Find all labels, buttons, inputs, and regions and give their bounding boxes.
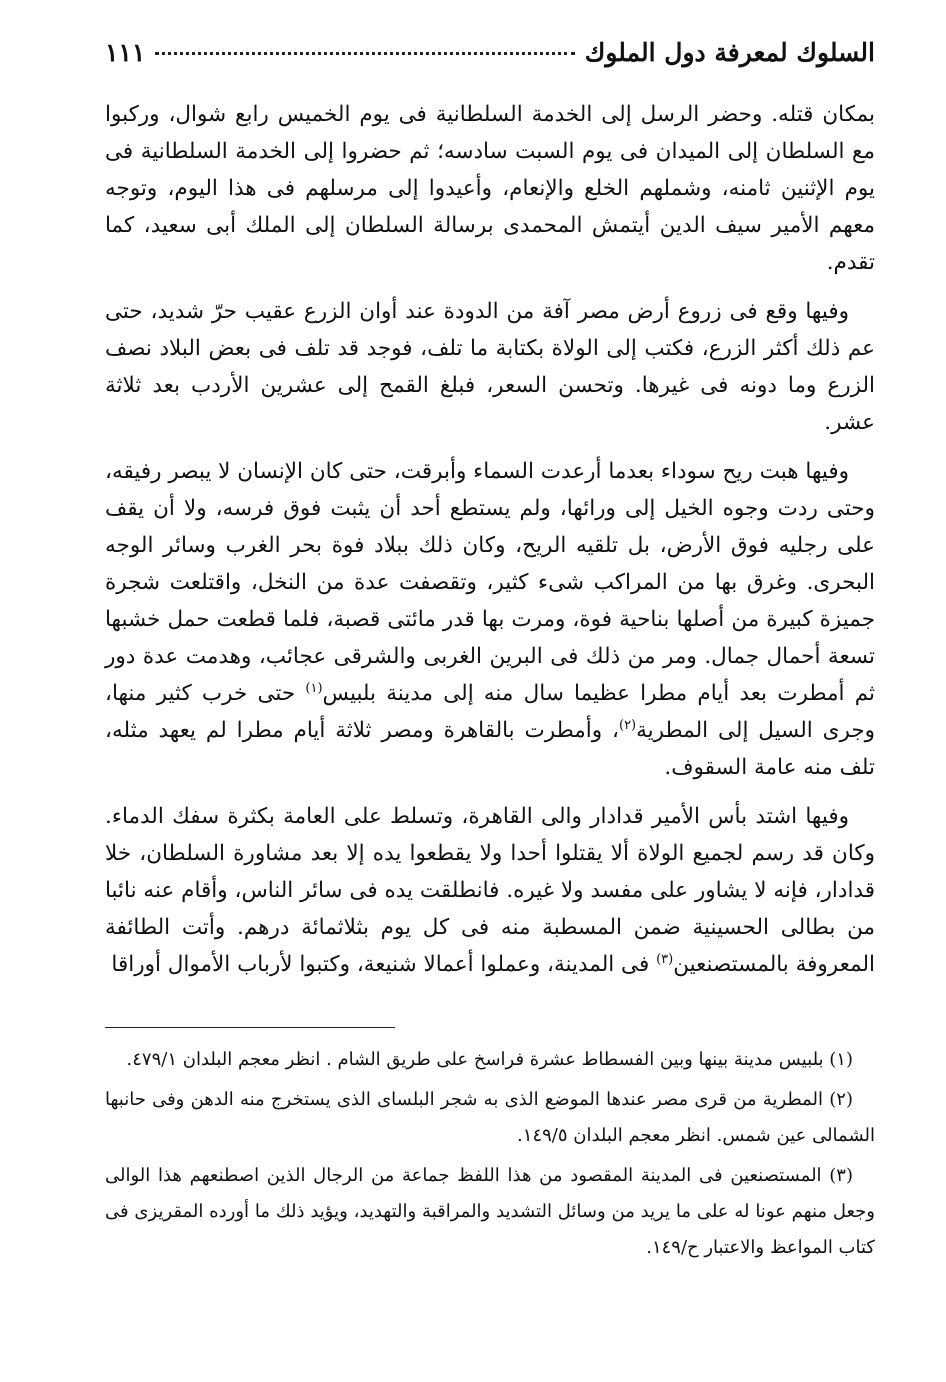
book-title: السلوك لمعرفة دول الملوك	[584, 38, 875, 67]
paragraph-3-part-1: وفيها هبت ريح سوداء بعدما أرعدت السماء وأبرقت، حتى كان الإنسان لا يبصر رفيقه، وحتى ردت وجوه الخيل إلى ورائها، ولم يستطع أحد أن يثبت فوق فرسه، ولا أن يقف على رجليه فوق الأرض، بل تلقيه الريح، وكان ذلك ببلاد فوة بحر الغرب وسائر الوجه البحرى. وغرق بها من المراكب شىء كثير، وتقصفت عدة من النخل، واقتلعت شجرة جميزة كبيرة من أصلها بناحية فوة، ومرت بها قدر مائتى قصبة، فلما قطعت حمل خشبها تسعة أحمال جمال. ومر من ذلك فى البرين الغربى والشرقى عجائب، وهدمت عدة دور ثم أمطرت بعد أيام مطرا عظيما سال منه إلى مدينة بلبيس	[105, 459, 875, 706]
footnote-separator-wrap	[105, 1027, 875, 1028]
dotted-leader	[155, 52, 574, 55]
paragraph-3-part-2: حتى خرب كثير منها، وجرى السيل إلى المطرية	[105, 681, 876, 743]
footnote-2: (٢) المطرية من قرى مصر عندها الموضع الذى به شجر البلساى الذى يستخرج منه الدهن وفى حانبها الشمالى عين شمس. انظر معجم البلدان ١٤٩/٥.	[105, 1089, 875, 1146]
footnote-ref-2[interactable]: (٢)	[618, 717, 637, 733]
running-head	[105, 38, 875, 96]
paragraph-1: بمكان قتله. وحضر الرسل إلى الخدمة السلطانية فى يوم الخميس رابع شوال، وركبوا مع السلطان إلى الميدان فى يوم السبت سادسه؛ ثم حضروا إلى الخدمة السلطانية فى يوم الإثنين ثامنه، وشملهم الخلع والإنعام، وأعيدوا إلى مرسلهم فى هذا اليوم، وتوجه معهم الأمير سيف الدين أيتمش المحمدى برسالة السلطان إلى الملك أبى سعيد، كما تقدم.	[105, 102, 875, 275]
footnote-separator	[105, 1027, 395, 1028]
footnote-ref-1[interactable]: (١)	[305, 680, 323, 696]
book-page	[105, 38, 875, 1266]
paragraph-4-part-1: وفيها اشتد بأس الأمير قدادار والى القاهرة، وتسلط على العامة بكثرة سفك الدماء. وكان قد رسم لجميع الولاة ألا يقتلوا أحدا ولا يقطعوا يده إلا بعد مشاورة السلطان، خلا قدادار، فإنه لا يشاور على مفسد ولا غيره. فانطلقت يده فى سائر الناس، وأقام عنه نائبا من بطالى الحسينية ضمن المسطبة منه فى كل يوم بثلاثمائة درهم. وأتت الطائفة المعروفة بالمستصنعين	[105, 804, 875, 977]
paragraph-4	[105, 798, 875, 983]
page-number: ١١١	[105, 38, 146, 67]
paragraph-4-part-2: فى المدينة، وعملوا أعمالا شنيعة، وكتبوا لأرباب الأموال أوراقا	[111, 952, 657, 977]
footnotes	[105, 1042, 875, 1266]
paragraph-3-part-3: ، وأمطرت بالقاهرة ومصر ثلاثة أيام مطرا لم يعهد مثله، تلف منه عامة السقوف.	[105, 718, 875, 780]
footnote-1: (١) بلبيس مدينة بينها وبين الفسطاط عشرة فراسخ على طريق الشام . انظر معجم البلدان ٤٧٩/١.	[126, 1049, 853, 1070]
footnote-3: (٣) المستصنعين فى المدينة المقصود من هذا اللفظ جماعة من الرجال الذين اصطنعهم هذا الوالى وجعل منهم عونا له على ما يريد من وسائل التشديد والمراقبة والتهديد، ويؤيد ذلك ما أورده المقريزى فى كتاب المواعظ والاعتبار ح/١٤٩.	[105, 1165, 875, 1258]
paragraph-3	[105, 453, 875, 786]
footnote-ref-3[interactable]: (٣)	[656, 951, 674, 967]
main-text	[105, 96, 875, 983]
paragraph-2: وفيها وقع فى زروع أرض مصر آفة من الدودة عند أوان الزرع عقيب حرّ شديد، حتى عم ذلك أكثر الزرع، فكتب إلى الولاة بكتابة ما تلف، فوجد قد تلف فى بعض البلاد نصف الزرع وما دونه فى غيرها. وتحسن السعر، فبلغ القمح إلى عشرين الأردب بعد ثلاثة عشر.	[105, 299, 875, 435]
